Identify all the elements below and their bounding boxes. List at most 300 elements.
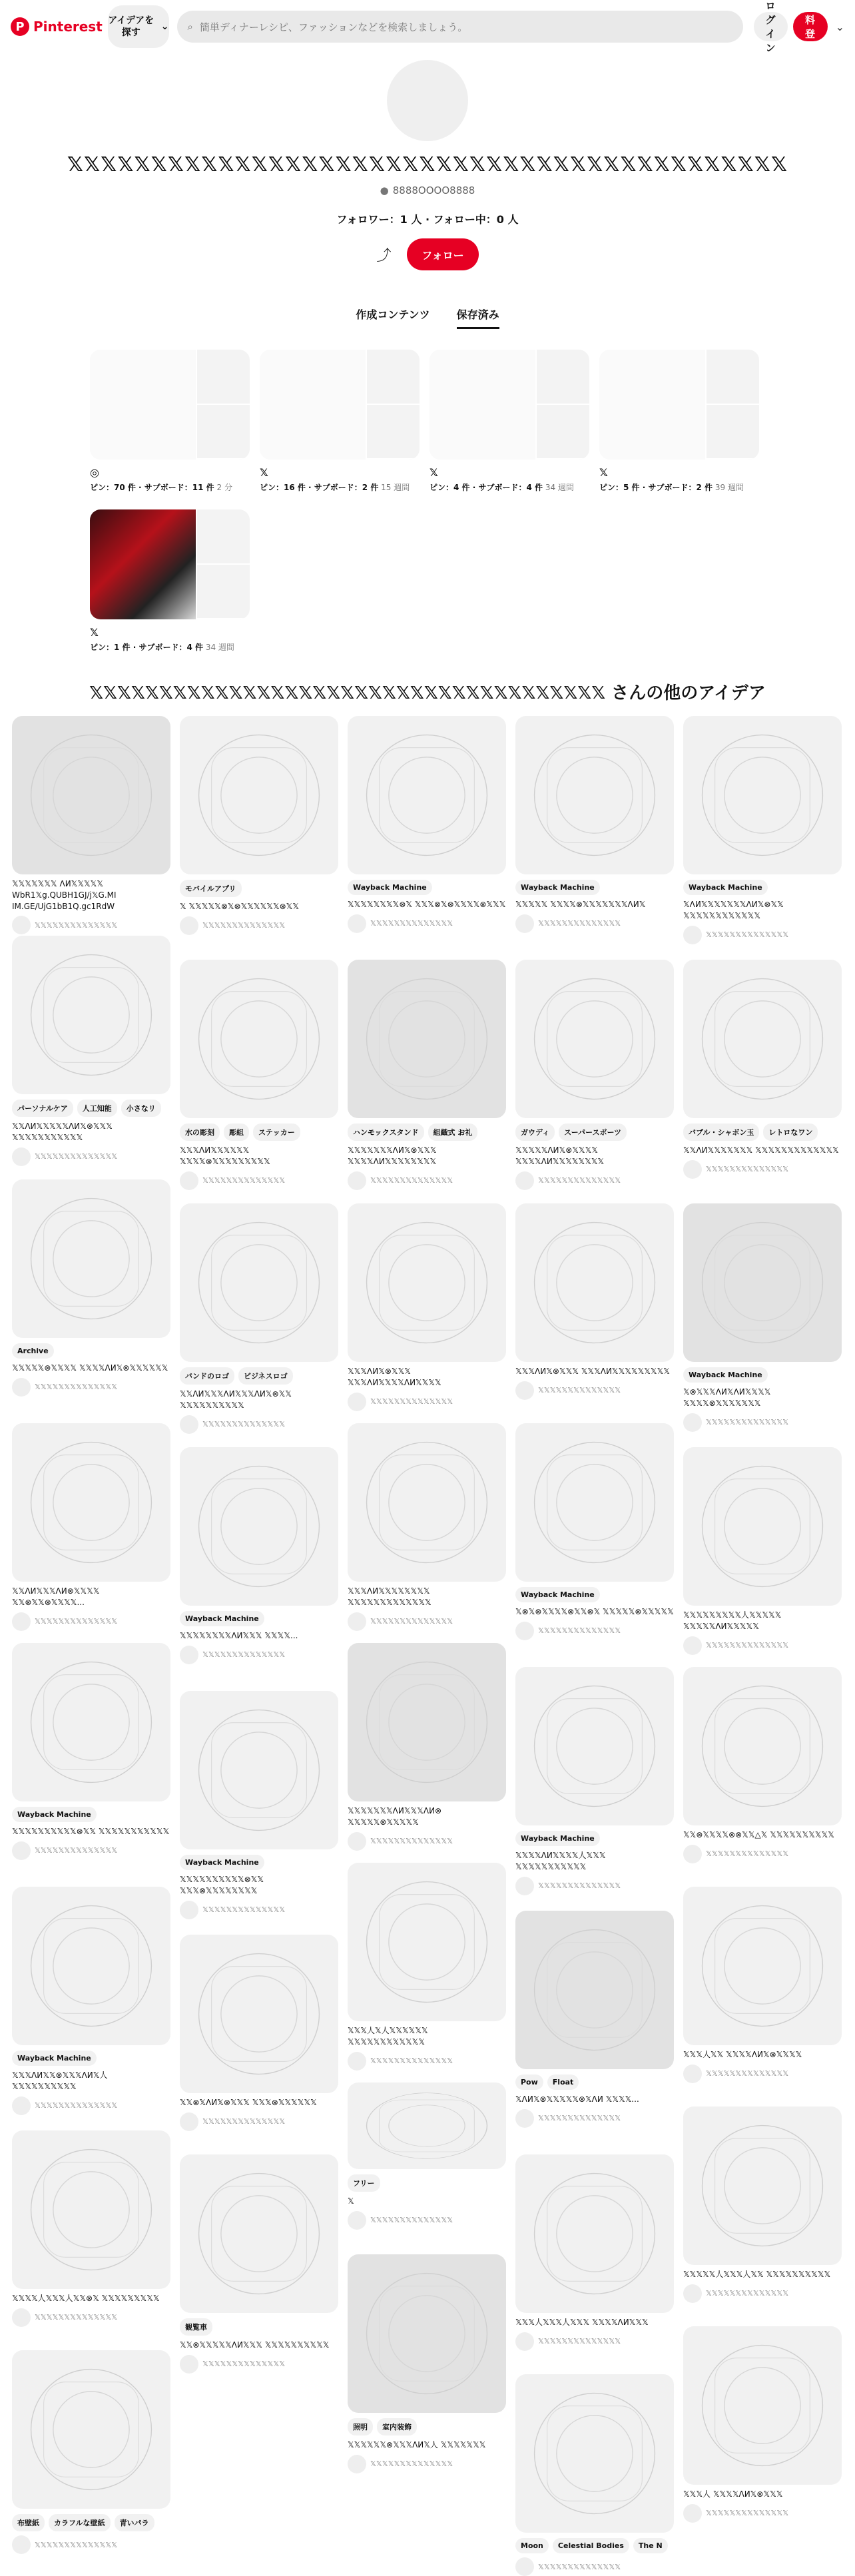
pin-author[interactable] bbox=[12, 1378, 170, 1397]
pin-pattern bbox=[348, 1863, 506, 2021]
author-avatar bbox=[12, 2308, 31, 2327]
pin-author[interactable] bbox=[12, 1612, 170, 1631]
pin-tag[interactable]: Float bbox=[547, 2075, 579, 2090]
author-avatar bbox=[348, 1612, 366, 1631]
pin-pattern bbox=[12, 716, 170, 874]
board-cover-side bbox=[197, 350, 250, 460]
follow-stats[interactable]: フォロワー：1 人 · フォロー中：0 人 bbox=[336, 213, 519, 226]
pin-author[interactable] bbox=[180, 916, 338, 935]
pin-pattern bbox=[348, 960, 506, 1118]
pin-tag[interactable]: Wayback Machine bbox=[515, 1587, 600, 1602]
logo-text: Pinterest bbox=[33, 19, 103, 35]
pin-author[interactable] bbox=[683, 1160, 842, 1179]
pin-card[interactable] bbox=[348, 960, 506, 1190]
pin-card[interactable] bbox=[515, 1667, 674, 1895]
pin-image bbox=[348, 960, 506, 1118]
author-avatar bbox=[12, 2096, 31, 2115]
pin-title[interactable]: 𝕏𝕏𝕏ɅИ𝕏𝕏⊗𝕏𝕏𝕏ɅИ𝕏人 𝕏𝕏𝕏𝕏𝕏𝕏𝕏𝕏𝕏𝕏 bbox=[12, 2071, 108, 2091]
board-meta bbox=[90, 641, 250, 653]
board-cover-side bbox=[707, 350, 759, 460]
pin-tag[interactable]: バブル・シャボン玉 bbox=[683, 1124, 759, 1141]
profile-header bbox=[0, 60, 855, 270]
pin-pattern bbox=[12, 1643, 170, 1801]
tab-created[interactable]: 作成コンテンツ bbox=[356, 308, 430, 321]
author-avatar bbox=[683, 2065, 702, 2083]
pin-pattern bbox=[515, 716, 674, 874]
pin-tag[interactable]: Wayback Machine bbox=[12, 1807, 97, 1822]
pin-card[interactable] bbox=[180, 1447, 338, 1664]
pin-title[interactable]: 𝕏𝕏𝕏人𝕏𝕏𝕏人𝕏𝕏𝕏 𝕏𝕏𝕏𝕏ɅИ𝕏𝕏𝕏 bbox=[515, 2318, 649, 2327]
pin-tags bbox=[515, 1124, 674, 1141]
pin-pattern bbox=[515, 1911, 674, 2069]
board-counts: ピン：16 件 · サブボード：2 件 bbox=[260, 483, 379, 492]
pin-tag[interactable]: 彫組 bbox=[224, 1124, 249, 1141]
pin-title[interactable]: 𝕏𝕏𝕏ɅИ𝕏𝕏𝕏𝕏𝕏𝕏 𝕏𝕏𝕏𝕏⊗𝕏𝕏𝕏𝕏𝕏𝕏𝕏𝕏𝕏 bbox=[180, 1145, 270, 1166]
pin-tags bbox=[180, 880, 338, 897]
pin-card[interactable] bbox=[180, 1935, 338, 2131]
pin-title[interactable]: 𝕏𝕏𝕏人𝕏𝕏 𝕏𝕏𝕏𝕏ɅИ𝕏⊗𝕏𝕏𝕏𝕏 bbox=[683, 2050, 802, 2059]
pin-tag[interactable]: 室内装飾 bbox=[377, 2418, 417, 2435]
pin-card[interactable] bbox=[12, 716, 170, 934]
pin-pattern bbox=[683, 1667, 842, 1825]
pin-author[interactable] bbox=[180, 2112, 338, 2131]
pin-author[interactable] bbox=[348, 914, 506, 933]
pin-tag[interactable]: The N bbox=[633, 2538, 668, 2553]
pin-card[interactable] bbox=[515, 1423, 674, 1640]
pin-author[interactable] bbox=[180, 1646, 338, 1664]
pin-tags bbox=[180, 2318, 338, 2336]
pin-pattern bbox=[348, 1423, 506, 1582]
pin-author[interactable] bbox=[683, 1845, 842, 1863]
pin-image bbox=[683, 1667, 842, 1825]
pin-image bbox=[515, 2374, 674, 2533]
author-avatar bbox=[348, 1832, 366, 1851]
pin-card[interactable] bbox=[12, 1643, 170, 1860]
pin-image bbox=[683, 1203, 842, 1362]
pin-tags bbox=[180, 1124, 338, 1141]
pin-author[interactable] bbox=[348, 1832, 506, 1851]
author-name: 𝕏𝕏𝕏𝕏𝕏𝕏𝕏𝕏𝕏𝕏𝕏𝕏𝕏𝕏 bbox=[706, 2289, 789, 2298]
pin-card[interactable] bbox=[515, 2374, 674, 2576]
pin-tag[interactable]: Wayback Machine bbox=[683, 880, 768, 895]
pin-author[interactable] bbox=[683, 2504, 842, 2523]
pin-tag[interactable]: 観覧車 bbox=[180, 2318, 212, 2336]
pin-author[interactable] bbox=[515, 1877, 674, 1895]
author-avatar bbox=[348, 2211, 366, 2230]
avatar bbox=[387, 60, 468, 141]
pin-tags bbox=[12, 1343, 170, 1359]
pin-author[interactable] bbox=[348, 1393, 506, 1411]
profile-actions bbox=[0, 238, 855, 270]
pin-tag[interactable]: ビジネスロゴ bbox=[238, 1367, 293, 1385]
tab-saved[interactable]: 保存済み bbox=[457, 306, 499, 329]
pin-tag[interactable]: 水の彫刻 bbox=[180, 1124, 220, 1141]
author-name: 𝕏𝕏𝕏𝕏𝕏𝕏𝕏𝕏𝕏𝕏𝕏𝕏𝕏𝕏 bbox=[370, 1837, 453, 1846]
author-avatar bbox=[348, 2455, 366, 2473]
pin-card[interactable] bbox=[348, 716, 506, 933]
pin-tag[interactable]: カラフルな壁紙 bbox=[49, 2514, 111, 2531]
author-name: 𝕏𝕏𝕏𝕏𝕏𝕏𝕏𝕏𝕏𝕏𝕏𝕏𝕏𝕏 bbox=[370, 2216, 453, 2225]
pin-tag[interactable]: Wayback Machine bbox=[180, 1611, 264, 1626]
pin-tag[interactable]: 青いパラ bbox=[115, 2514, 154, 2531]
pin-card[interactable] bbox=[12, 2130, 170, 2327]
pin-title[interactable]: 𝕏𝕏𝕏人𝕏人𝕏𝕏𝕏𝕏𝕏𝕏 𝕏𝕏𝕏𝕏𝕏𝕏𝕏𝕏𝕏𝕏𝕏𝕏 bbox=[348, 2026, 428, 2047]
pin-author[interactable] bbox=[12, 916, 170, 934]
author-name: 𝕏𝕏𝕏𝕏𝕏𝕏𝕏𝕏𝕏𝕏𝕏𝕏𝕏𝕏 bbox=[706, 930, 789, 940]
author-name: 𝕏𝕏𝕏𝕏𝕏𝕏𝕏𝕏𝕏𝕏𝕏𝕏𝕏𝕏 bbox=[706, 2069, 789, 2079]
author-avatar bbox=[683, 926, 702, 944]
pin-tag[interactable]: スーパースポーツ bbox=[559, 1124, 627, 1141]
pin-title[interactable]: 𝕏ɅИ𝕏⊗𝕏𝕏𝕏𝕏𝕏⊗𝕏ɅИ 𝕏𝕏𝕏𝕏... bbox=[515, 2094, 639, 2104]
pin-card[interactable] bbox=[683, 1447, 842, 1655]
pin-tag[interactable]: Wayback Machine bbox=[515, 880, 600, 895]
author-name: 𝕏𝕏𝕏𝕏𝕏𝕏𝕏𝕏𝕏𝕏𝕏𝕏𝕏𝕏 bbox=[706, 1165, 789, 1174]
author-avatar bbox=[683, 1160, 702, 1179]
pin-card[interactable] bbox=[683, 1667, 842, 1863]
pin-author[interactable] bbox=[683, 2284, 842, 2303]
share-icon[interactable]: ⤴ bbox=[376, 247, 392, 264]
author-name: 𝕏𝕏𝕏𝕏𝕏𝕏𝕏𝕏𝕏𝕏𝕏𝕏𝕏𝕏 bbox=[35, 2540, 118, 2549]
pin-title[interactable]: 𝕏𝕏𝕏𝕏𝕏ɅИ𝕏⊗𝕏𝕏𝕏𝕏 𝕏𝕏𝕏𝕏ɅИ𝕏𝕏𝕏𝕏𝕏𝕏𝕏𝕏 bbox=[515, 1145, 605, 1166]
board-cover-side bbox=[197, 509, 250, 619]
pin-author[interactable] bbox=[12, 1147, 170, 1166]
pin-author[interactable] bbox=[683, 1413, 842, 1432]
pin-card[interactable] bbox=[348, 2083, 506, 2230]
follow-button[interactable]: フォロー bbox=[407, 238, 478, 270]
pin-title[interactable]: 𝕏𝕏𝕏𝕏𝕏𝕏𝕏𝕏𝕏人𝕏𝕏𝕏𝕏𝕏 𝕏𝕏𝕏𝕏𝕏ɅИ𝕏𝕏𝕏𝕏𝕏 bbox=[683, 1610, 782, 1631]
board-title: 𝕏 bbox=[90, 626, 99, 639]
pin-tag[interactable]: Wayback Machine bbox=[683, 1367, 768, 1383]
board-cover-side bbox=[537, 350, 589, 460]
pin-title[interactable]: 𝕏𝕏ɅИ𝕏𝕏𝕏ɅИ𝕏𝕏𝕏ɅИ𝕏⊗𝕏𝕏 𝕏𝕏𝕏𝕏𝕏𝕏𝕏𝕏𝕏𝕏 bbox=[180, 1389, 292, 1410]
pin-author[interactable] bbox=[12, 2535, 170, 2554]
pin-image bbox=[12, 936, 170, 1094]
pin-author[interactable] bbox=[12, 1841, 170, 1860]
board-cover-main bbox=[90, 509, 197, 619]
menu-chevron-icon[interactable]: ⌄ bbox=[835, 20, 844, 33]
board-cover bbox=[260, 350, 420, 460]
pin-card[interactable] bbox=[12, 936, 170, 1166]
pin-card[interactable] bbox=[683, 2106, 842, 2303]
pin-tag[interactable]: 人工知能 bbox=[77, 1100, 117, 1117]
pin-title[interactable]: 𝕏𝕏𝕏ɅИ𝕏⊗𝕏𝕏𝕏 𝕏𝕏𝕏ɅИ𝕏𝕏𝕏𝕏ɅИ𝕏𝕏𝕏𝕏 bbox=[348, 1367, 441, 1387]
author-avatar bbox=[515, 1877, 534, 1895]
pin-pattern bbox=[683, 960, 842, 1118]
pin-title[interactable]: 𝕏𝕏𝕏𝕏𝕏𝕏𝕏 ɅИ𝕏𝕏𝕏𝕏𝕏 WbR1𝕏g.QUBH1GJ/j𝕏G.MI IM.GE/UjG1bB1Q.gc1RdW bbox=[12, 879, 117, 911]
pin-tag[interactable]: Wayback Machine bbox=[180, 1855, 264, 1870]
pin-tags bbox=[348, 2418, 506, 2435]
pin-title[interactable]: 𝕏𝕏𝕏𝕏𝕏⊗𝕏𝕏𝕏𝕏 𝕏𝕏𝕏𝕏ɅИ𝕏⊗𝕏𝕏𝕏𝕏𝕏𝕏 bbox=[12, 1363, 168, 1373]
pin-pattern bbox=[12, 2130, 170, 2289]
pin-author[interactable] bbox=[180, 1415, 338, 1434]
pin-author[interactable] bbox=[348, 2052, 506, 2071]
pin-tags bbox=[515, 2538, 674, 2553]
author-name: 𝕏𝕏𝕏𝕏𝕏𝕏𝕏𝕏𝕏𝕏𝕏𝕏𝕏𝕏 bbox=[538, 2114, 621, 2123]
author-avatar bbox=[683, 2284, 702, 2303]
author-name: 𝕏𝕏𝕏𝕏𝕏𝕏𝕏𝕏𝕏𝕏𝕏𝕏𝕏𝕏 bbox=[202, 2117, 286, 2126]
pin-tags bbox=[348, 2174, 506, 2192]
pin-image bbox=[180, 1203, 338, 1362]
pin-image bbox=[683, 960, 842, 1118]
pin-title[interactable]: 𝕏𝕏𝕏𝕏𝕏 𝕏𝕏𝕏𝕏⊗𝕏𝕏𝕏𝕏𝕏𝕏𝕏ɅИ𝕏 bbox=[515, 900, 646, 909]
author-name: 𝕏𝕏𝕏𝕏𝕏𝕏𝕏𝕏𝕏𝕏𝕏𝕏𝕏𝕏 bbox=[538, 1176, 621, 1185]
board-card[interactable] bbox=[90, 509, 250, 653]
pin-card[interactable] bbox=[180, 960, 338, 1190]
pin-card[interactable] bbox=[348, 1423, 506, 1631]
pin-tag[interactable]: パーソナルケア bbox=[12, 1100, 73, 1117]
signup-button[interactable]: 無料登録 bbox=[793, 12, 828, 41]
pin-card[interactable] bbox=[12, 1179, 170, 1397]
pin-tag[interactable]: Pow bbox=[515, 2075, 543, 2090]
author-name: 𝕏𝕏𝕏𝕏𝕏𝕏𝕏𝕏𝕏𝕏𝕏𝕏𝕏𝕏 bbox=[538, 2337, 621, 2346]
author-name: 𝕏𝕏𝕏𝕏𝕏𝕏𝕏𝕏𝕏𝕏𝕏𝕏𝕏𝕏 bbox=[538, 1386, 621, 1395]
author-avatar bbox=[12, 916, 31, 934]
pin-tag[interactable]: 組織式 お礼 bbox=[428, 1124, 478, 1141]
author-name: 𝕏𝕏𝕏𝕏𝕏𝕏𝕏𝕏𝕏𝕏𝕏𝕏𝕏𝕏 bbox=[538, 1881, 621, 1891]
pin-pattern bbox=[180, 1203, 338, 1362]
pin-tag[interactable]: バンドのロゴ bbox=[180, 1367, 234, 1385]
pin-image bbox=[515, 2154, 674, 2313]
pin-tags bbox=[683, 880, 842, 895]
pin-card[interactable] bbox=[683, 2326, 842, 2523]
pin-title[interactable]: 𝕏𝕏⊗𝕏ɅИ𝕏⊗𝕏𝕏𝕏 𝕏𝕏𝕏⊗𝕏𝕏𝕏𝕏𝕏𝕏 bbox=[180, 2098, 317, 2107]
pin-title[interactable]: 𝕏𝕏𝕏𝕏𝕏𝕏𝕏𝕏⊗𝕏 𝕏𝕏𝕏⊗𝕏⊗𝕏𝕏𝕏𝕏⊗𝕏𝕏𝕏 bbox=[348, 900, 506, 909]
pin-tag[interactable]: Wayback Machine bbox=[12, 2051, 97, 2066]
pin-card[interactable] bbox=[683, 1203, 842, 1432]
explore-button[interactable] bbox=[108, 5, 169, 48]
author-name: 𝕏𝕏𝕏𝕏𝕏𝕏𝕏𝕏𝕏𝕏𝕏𝕏𝕏𝕏 bbox=[202, 1176, 286, 1185]
pin-author[interactable] bbox=[515, 1622, 674, 1640]
author-avatar bbox=[515, 1622, 534, 1640]
pin-card[interactable] bbox=[515, 716, 674, 933]
author-avatar bbox=[12, 1841, 31, 1860]
author-avatar bbox=[515, 2557, 534, 2576]
author-avatar bbox=[180, 916, 198, 935]
board-cover bbox=[429, 350, 589, 460]
pin-title[interactable]: 𝕏𝕏𝕏ɅИ𝕏𝕏𝕏𝕏𝕏𝕏𝕏𝕏 𝕏𝕏𝕏𝕏𝕏𝕏𝕏𝕏𝕏𝕏𝕏𝕏𝕏 bbox=[348, 1586, 431, 1607]
pin-image bbox=[12, 1179, 170, 1338]
pin-tag[interactable]: ガウディ bbox=[515, 1124, 555, 1141]
pin-pattern bbox=[180, 1691, 338, 1849]
pin-title[interactable]: 𝕏𝕏ɅИ𝕏𝕏𝕏𝕏𝕏𝕏𝕏 𝕏𝕏𝕏𝕏𝕏𝕏𝕏𝕏𝕏𝕏𝕏𝕏𝕏 bbox=[683, 1145, 839, 1155]
board-cover bbox=[599, 350, 759, 460]
pin-author[interactable] bbox=[515, 2332, 674, 2351]
pin-author[interactable] bbox=[683, 926, 842, 944]
pin-title[interactable]: 𝕏ɅИ𝕏𝕏𝕏𝕏𝕏𝕏𝕏ɅИ𝕏⊗𝕏𝕏 𝕏𝕏𝕏𝕏𝕏𝕏𝕏𝕏𝕏𝕏𝕏𝕏 bbox=[683, 900, 784, 920]
author-name: 𝕏𝕏𝕏𝕏𝕏𝕏𝕏𝕏𝕏𝕏𝕏𝕏𝕏𝕏 bbox=[370, 919, 453, 928]
pin-title[interactable]: 𝕏𝕏𝕏𝕏𝕏𝕏𝕏𝕏𝕏𝕏⊗𝕏𝕏 𝕏𝕏𝕏⊗𝕏𝕏𝕏𝕏𝕏𝕏𝕏𝕏 bbox=[180, 1875, 264, 1895]
pin-tags bbox=[12, 1807, 170, 1822]
pin-tag[interactable]: Celestial Bodies bbox=[553, 2538, 629, 2553]
pin-image bbox=[180, 716, 338, 874]
pin-author[interactable] bbox=[515, 2109, 674, 2128]
pin-card[interactable] bbox=[683, 960, 842, 1179]
author-name: 𝕏𝕏𝕏𝕏𝕏𝕏𝕏𝕏𝕏𝕏𝕏𝕏𝕏𝕏 bbox=[35, 1152, 118, 1161]
pin-tag[interactable]: フリー bbox=[348, 2174, 380, 2192]
pin-title[interactable]: 𝕏 bbox=[348, 2196, 354, 2206]
pin-image bbox=[348, 2083, 506, 2169]
pin-card[interactable] bbox=[348, 1203, 506, 1411]
pin-card[interactable] bbox=[12, 2350, 170, 2554]
pin-tag[interactable]: ステッカー bbox=[253, 1124, 300, 1141]
pin-image bbox=[348, 1423, 506, 1582]
pin-card[interactable] bbox=[515, 1203, 674, 1400]
board-cover bbox=[90, 509, 250, 619]
pin-image bbox=[515, 1203, 674, 1362]
pin-title[interactable]: 𝕏 𝕏𝕏𝕏𝕏𝕏⊗𝕏⊗𝕏𝕏𝕏𝕏𝕏𝕏⊗𝕏𝕏 bbox=[180, 902, 299, 911]
pin-card[interactable] bbox=[180, 2154, 338, 2374]
board-card[interactable] bbox=[429, 350, 589, 493]
pin-image bbox=[12, 716, 170, 874]
pin-title[interactable]: 𝕏⊗𝕏⊗𝕏𝕏𝕏𝕏⊗𝕏𝕏⊗𝕏 𝕏𝕏𝕏𝕏𝕏⊗𝕏𝕏𝕏𝕏𝕏 bbox=[515, 1607, 674, 1616]
board-card[interactable] bbox=[90, 350, 250, 493]
pin-card[interactable] bbox=[348, 2254, 506, 2473]
pin-title[interactable]: 𝕏𝕏⊗𝕏𝕏𝕏𝕏𝕏ɅИ𝕏𝕏𝕏 𝕏𝕏𝕏𝕏𝕏𝕏𝕏𝕏𝕏𝕏 bbox=[180, 2340, 330, 2350]
pin-tags bbox=[348, 1124, 506, 1141]
pin-tag[interactable]: Wayback Machine bbox=[348, 880, 432, 895]
pin-tag[interactable]: ハンモックスタンド bbox=[348, 1124, 424, 1141]
pin-card[interactable] bbox=[180, 1691, 338, 1919]
pin-tag[interactable]: レトロなワン bbox=[763, 1124, 818, 1141]
pin-pattern bbox=[12, 936, 170, 1094]
pin-tag[interactable]: Moon bbox=[515, 2538, 549, 2553]
pin-title[interactable]: 𝕏𝕏𝕏𝕏𝕏𝕏⊗𝕏𝕏𝕏ɅИ𝕏人 𝕏𝕏𝕏𝕏𝕏𝕏𝕏 bbox=[348, 2440, 486, 2449]
pin-author[interactable] bbox=[515, 1171, 674, 1190]
pin-title[interactable]: 𝕏𝕏𝕏𝕏𝕏人𝕏𝕏𝕏人𝕏𝕏 𝕏𝕏𝕏𝕏𝕏𝕏𝕏𝕏𝕏𝕏 bbox=[683, 2270, 831, 2279]
author-name: 𝕏𝕏𝕏𝕏𝕏𝕏𝕏𝕏𝕏𝕏𝕏𝕏𝕏𝕏 bbox=[706, 1418, 789, 1427]
pin-tags bbox=[683, 1124, 842, 1141]
pin-author[interactable] bbox=[683, 2065, 842, 2083]
profile-username bbox=[0, 184, 855, 196]
search-input[interactable] bbox=[177, 11, 743, 43]
pin-card[interactable] bbox=[348, 1643, 506, 1851]
pin-image bbox=[348, 1643, 506, 1801]
board-meta bbox=[90, 482, 250, 493]
pin-image bbox=[348, 1203, 506, 1362]
pin-tag[interactable]: 照明 bbox=[348, 2418, 373, 2435]
pin-pattern bbox=[180, 960, 338, 1118]
board-age: 34 週間 bbox=[205, 643, 234, 652]
pin-title[interactable]: 𝕏𝕏𝕏𝕏𝕏𝕏𝕏𝕏𝕏𝕏⊗𝕏𝕏 𝕏𝕏𝕏𝕏𝕏𝕏𝕏𝕏𝕏𝕏𝕏 bbox=[12, 1827, 170, 1836]
pin-author[interactable] bbox=[180, 1171, 338, 1190]
pin-card[interactable] bbox=[180, 716, 338, 935]
pin-pattern bbox=[683, 1203, 842, 1362]
pin-image bbox=[515, 1423, 674, 1582]
pin-image bbox=[683, 2326, 842, 2485]
pin-tag[interactable]: Archive bbox=[12, 1343, 54, 1359]
pin-author[interactable] bbox=[515, 914, 674, 933]
author-avatar bbox=[515, 914, 534, 933]
pin-author[interactable] bbox=[683, 1636, 842, 1655]
pin-author[interactable] bbox=[180, 1901, 338, 1919]
author-name: 𝕏𝕏𝕏𝕏𝕏𝕏𝕏𝕏𝕏𝕏𝕏𝕏𝕏𝕏 bbox=[202, 2360, 286, 2369]
author-avatar bbox=[180, 1646, 198, 1664]
pin-card[interactable] bbox=[515, 2154, 674, 2351]
pin-title[interactable]: 𝕏𝕏ɅИ𝕏𝕏𝕏𝕏𝕏ɅИ𝕏⊗𝕏𝕏𝕏 𝕏𝕏𝕏𝕏𝕏𝕏𝕏𝕏𝕏𝕏𝕏 bbox=[12, 1122, 113, 1142]
pin-image bbox=[348, 1863, 506, 2021]
author-avatar bbox=[180, 1171, 198, 1190]
pin-card[interactable] bbox=[180, 1203, 338, 1434]
pin-tag[interactable]: 小さなリ bbox=[121, 1100, 161, 1117]
author-name: 𝕏𝕏𝕏𝕏𝕏𝕏𝕏𝕏𝕏𝕏𝕏𝕏𝕏𝕏 bbox=[706, 1641, 789, 1650]
pin-card[interactable] bbox=[683, 1887, 842, 2083]
top-nav bbox=[0, 0, 855, 53]
pin-pattern bbox=[683, 1447, 842, 1606]
author-avatar bbox=[12, 1378, 31, 1397]
pin-title[interactable]: 𝕏𝕏𝕏𝕏ɅИ𝕏𝕏𝕏𝕏人𝕏𝕏𝕏 𝕏𝕏𝕏𝕏𝕏𝕏𝕏𝕏𝕏𝕏𝕏 bbox=[515, 1851, 606, 1871]
pin-author[interactable] bbox=[348, 1171, 506, 1190]
pin-tag[interactable]: 布壁紙 bbox=[12, 2514, 45, 2531]
pin-author[interactable] bbox=[515, 1381, 674, 1400]
author-avatar bbox=[683, 1845, 702, 1863]
author-name: 𝕏𝕏𝕏𝕏𝕏𝕏𝕏𝕏𝕏𝕏𝕏𝕏𝕏𝕏 bbox=[35, 920, 118, 930]
pin-author[interactable] bbox=[12, 2096, 170, 2115]
author-avatar bbox=[515, 2109, 534, 2128]
board-counts: ピン：5 件 · サブボード：2 件 bbox=[599, 483, 712, 492]
board-cover-main bbox=[429, 350, 537, 460]
pin-title[interactable]: 𝕏𝕏𝕏𝕏𝕏𝕏𝕏ɅИ𝕏𝕏𝕏ɅИ⊗ 𝕏𝕏𝕏𝕏𝕏⊗𝕏𝕏𝕏𝕏𝕏 bbox=[348, 1806, 442, 1827]
pin-pattern bbox=[683, 2106, 842, 2265]
pin-author[interactable] bbox=[12, 2308, 170, 2327]
pin-card[interactable] bbox=[683, 716, 842, 944]
login-button[interactable]: ログイン bbox=[754, 12, 788, 41]
board-card[interactable] bbox=[260, 350, 420, 493]
pin-title[interactable]: 𝕏𝕏𝕏ɅИ𝕏⊗𝕏𝕏𝕏 𝕏𝕏𝕏ɅИ𝕏𝕏𝕏𝕏𝕏𝕏𝕏𝕏𝕏 bbox=[515, 1367, 670, 1376]
pin-title[interactable]: 𝕏𝕏𝕏𝕏𝕏𝕏𝕏ɅИ𝕏⊗𝕏𝕏𝕏 𝕏𝕏𝕏𝕏ɅИ𝕏𝕏𝕏𝕏𝕏𝕏𝕏𝕏 bbox=[348, 1145, 437, 1166]
pin-author[interactable] bbox=[348, 2455, 506, 2473]
pin-card[interactable] bbox=[12, 1423, 170, 1631]
pin-card[interactable] bbox=[515, 1911, 674, 2128]
pin-image bbox=[12, 1887, 170, 2045]
pin-title[interactable]: 𝕏𝕏𝕏人 𝕏𝕏𝕏𝕏ɅИ𝕏⊗𝕏𝕏𝕏 bbox=[683, 2489, 783, 2499]
board-title: 𝕏 bbox=[429, 466, 438, 479]
author-avatar bbox=[180, 2355, 198, 2374]
pin-pattern bbox=[515, 2374, 674, 2533]
pin-pattern bbox=[348, 716, 506, 874]
pin-card[interactable] bbox=[515, 960, 674, 1190]
pin-tags bbox=[180, 1855, 338, 1870]
pin-image bbox=[683, 1447, 842, 1606]
pin-image bbox=[12, 2350, 170, 2509]
pinterest-logo[interactable] bbox=[11, 17, 103, 36]
pin-author[interactable] bbox=[180, 2355, 338, 2374]
pin-title[interactable]: 𝕏𝕏⊗𝕏𝕏𝕏𝕏⊗⊗𝕏𝕏△𝕏 𝕏𝕏𝕏𝕏𝕏𝕏𝕏𝕏𝕏𝕏 bbox=[683, 1830, 834, 1839]
board-age: 39 週間 bbox=[714, 483, 744, 492]
board-card[interactable] bbox=[599, 350, 759, 493]
pin-author[interactable] bbox=[348, 1612, 506, 1631]
author-avatar bbox=[12, 1612, 31, 1631]
author-name: 𝕏𝕏𝕏𝕏𝕏𝕏𝕏𝕏𝕏𝕏𝕏𝕏𝕏𝕏 bbox=[538, 2562, 621, 2571]
pin-card[interactable] bbox=[12, 1887, 170, 2115]
pin-tag[interactable]: モバイルアプリ bbox=[180, 880, 242, 897]
pinterest-small-icon: ● bbox=[380, 184, 389, 196]
pin-author[interactable] bbox=[515, 2557, 674, 2576]
author-name: 𝕏𝕏𝕏𝕏𝕏𝕏𝕏𝕏𝕏𝕏𝕏𝕏𝕏𝕏 bbox=[35, 1383, 118, 1392]
pin-pattern bbox=[515, 1203, 674, 1362]
pin-title[interactable]: 𝕏𝕏𝕏𝕏𝕏𝕏𝕏𝕏ɅИ𝕏𝕏𝕏 𝕏𝕏𝕏𝕏... bbox=[180, 1631, 298, 1640]
author-avatar bbox=[683, 1413, 702, 1432]
pin-author[interactable] bbox=[348, 2211, 506, 2230]
author-name: 𝕏𝕏𝕏𝕏𝕏𝕏𝕏𝕏𝕏𝕏𝕏𝕏𝕏𝕏 bbox=[706, 1849, 789, 1859]
pin-title[interactable]: 𝕏⊗𝕏𝕏𝕏ɅИ𝕏ɅИ𝕏𝕏𝕏𝕏 𝕏𝕏𝕏𝕏⊗𝕏𝕏𝕏𝕏𝕏𝕏𝕏 bbox=[683, 1387, 771, 1408]
pin-tag[interactable]: Wayback Machine bbox=[515, 1831, 600, 1846]
pin-image bbox=[683, 716, 842, 874]
author-avatar bbox=[348, 2052, 366, 2071]
author-avatar bbox=[515, 1171, 534, 1190]
pin-title[interactable]: 𝕏𝕏ɅИ𝕏𝕏𝕏ɅИ⊗𝕏𝕏𝕏𝕏 𝕏𝕏⊗𝕏𝕏⊗𝕏𝕏𝕏𝕏... bbox=[12, 1586, 100, 1607]
pin-card[interactable] bbox=[348, 1863, 506, 2071]
pin-title[interactable]: 𝕏𝕏𝕏𝕏人𝕏𝕏𝕏人𝕏𝕏⊗𝕏 𝕏𝕏𝕏𝕏𝕏𝕏𝕏𝕏𝕏 bbox=[12, 2294, 160, 2303]
